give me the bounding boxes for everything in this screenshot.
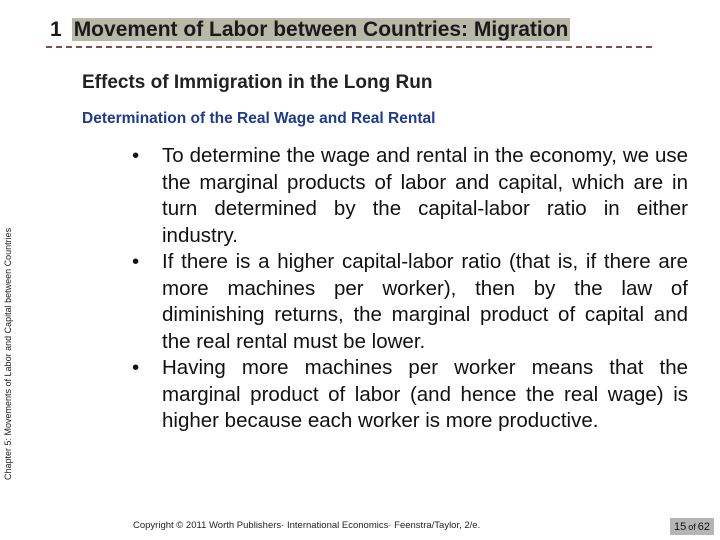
- section-number: 1: [50, 18, 62, 41]
- page-of-label: of: [688, 521, 696, 532]
- copyright-footer: Copyright © 2011 Worth Publishers· International Economics· Feenstra/Taylor, 2/e.: [133, 520, 481, 531]
- bullet-text: Having more machines per worker means that the marginal product of labor (and hence the real wage) is higher because each worker is more productive.: [162, 356, 688, 432]
- section-subtitle: Effects of Immigration in the Long Run: [82, 72, 433, 93]
- title-divider: [46, 46, 652, 48]
- bullet-item: [130, 355, 688, 435]
- bullet-icon: •: [132, 144, 140, 167]
- page-total: 62: [697, 520, 710, 533]
- bullet-text: If there is a higher capital-labor ratio (that is, if there are more machines per worker), then by the law of diminishing returns, the marginal product of capital and the real rental must be lower.: [162, 250, 688, 353]
- slide-title-text: Movement of Labor between Countries: Migration: [73, 18, 569, 41]
- bullet-icon: •: [132, 356, 140, 379]
- bullet-list: [130, 143, 688, 435]
- slide-title: [50, 18, 650, 42]
- bullet-item: [130, 143, 688, 249]
- bullet-text: To determine the wage and rental in the economy, we use the marginal products of labor and capital, which are in turn determined by the capital-labor ratio in either industry.: [162, 144, 688, 247]
- bullet-item: [130, 249, 688, 355]
- chapter-side-label: Chapter 5: Movements of Labor and Capital between Countries: [3, 227, 13, 480]
- bullet-icon: •: [132, 250, 140, 273]
- page-number-badge: [670, 518, 714, 535]
- topic-heading: Determination of the Real Wage and Real Rental: [82, 110, 436, 127]
- page-current: 15: [673, 520, 687, 533]
